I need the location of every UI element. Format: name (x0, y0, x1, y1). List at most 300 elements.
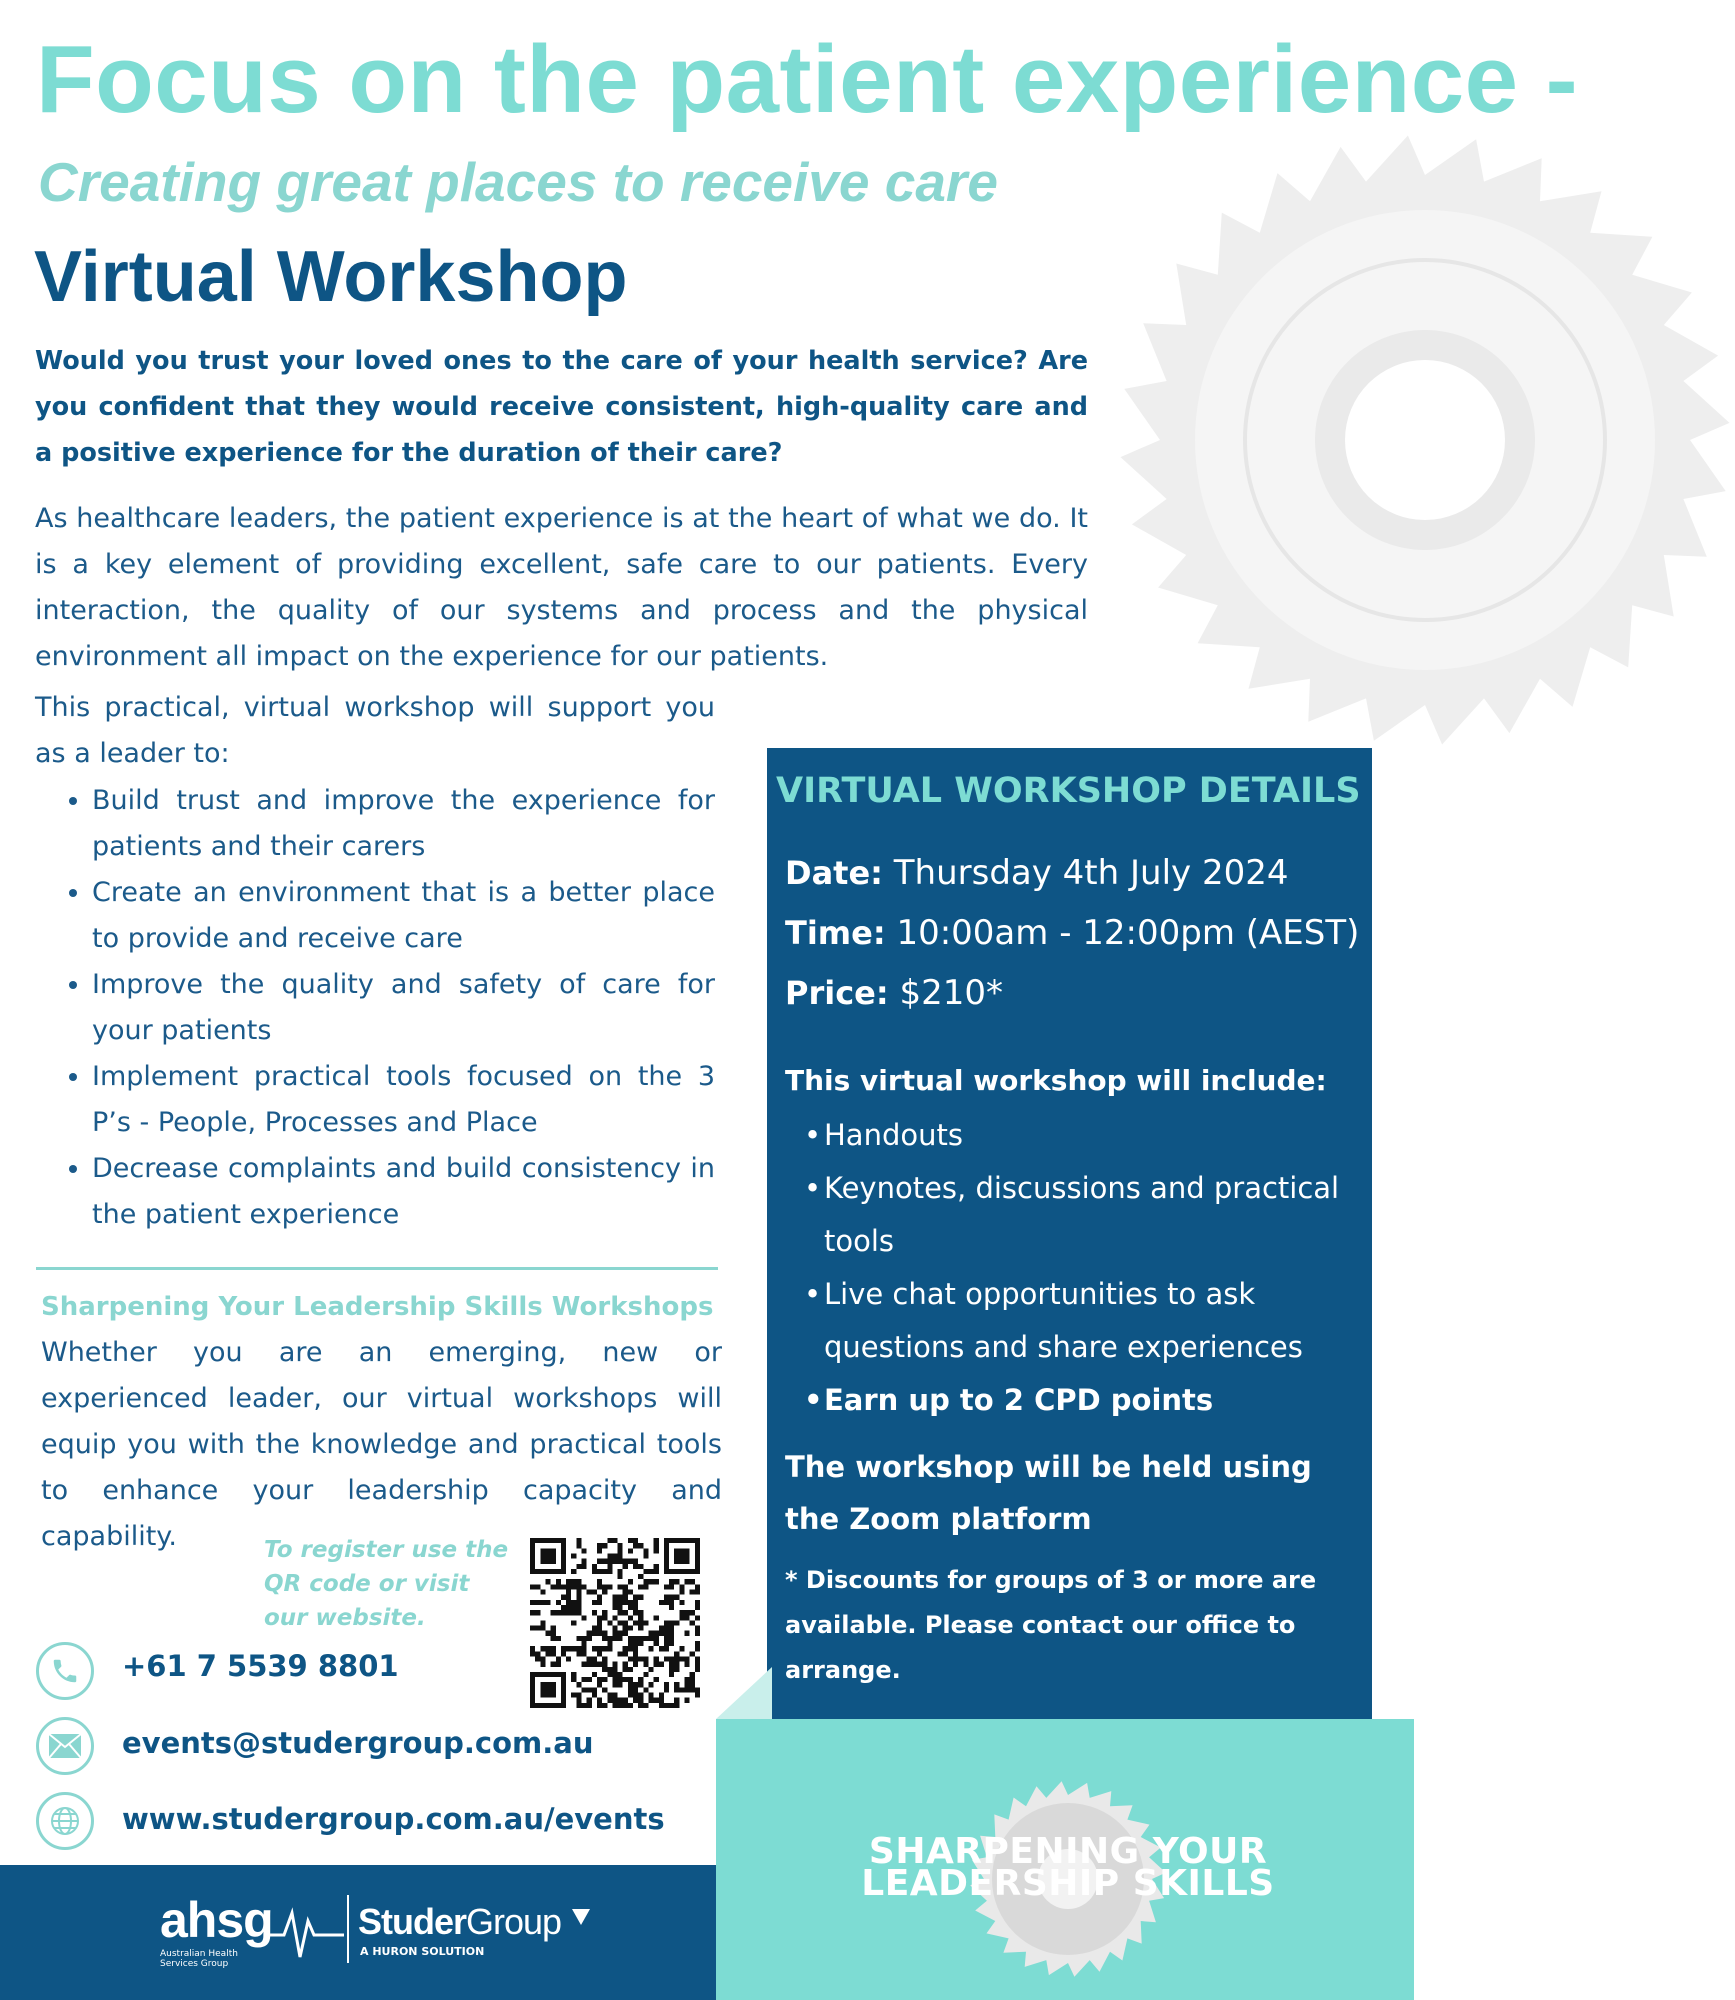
qr-module (628, 1646, 633, 1651)
qr-module (659, 1703, 664, 1708)
qr-module (633, 1605, 638, 1610)
qr-module (643, 1579, 648, 1584)
qr-module (566, 1584, 571, 1589)
qr-module (648, 1693, 653, 1698)
qr-module (685, 1677, 690, 1682)
qr-module (530, 1651, 535, 1656)
qr-module (587, 1631, 592, 1636)
qr-finder-core (540, 1548, 555, 1563)
platform-note: The workshop will be held using the Zoom platform (785, 1450, 1312, 1536)
qr-module (612, 1538, 617, 1543)
qr-module (685, 1656, 690, 1661)
qr-module (607, 1698, 612, 1703)
saw-blade-background-icon (1115, 130, 1735, 750)
qr-module (654, 1538, 659, 1543)
list-item: • Implement practical tools focused on the 3 P’s - People, Processes and Place (92, 1054, 715, 1146)
qr-module (576, 1605, 581, 1610)
qr-module (633, 1559, 638, 1564)
qr-module (597, 1595, 602, 1600)
qr-module (643, 1553, 648, 1558)
huron-mark-icon (572, 1909, 590, 1925)
list-item: • Build trust and improve the experience for patients and their carers (92, 778, 715, 870)
qr-module (633, 1538, 638, 1543)
qr-module (623, 1651, 628, 1656)
qr-module (618, 1553, 623, 1558)
qr-module (571, 1605, 576, 1610)
qr-module (628, 1693, 633, 1698)
email-link[interactable]: events@studergroup.com.au (122, 1726, 594, 1760)
qr-module (612, 1626, 617, 1631)
qr-module (602, 1569, 607, 1574)
qr-module (695, 1687, 700, 1692)
qr-module (535, 1656, 540, 1661)
intro-question: Would you trust your loved ones to the care of your health service? Are you confident that they would receive consistent, high-quality care and a positive experience for the duration of their care? (35, 346, 1088, 468)
qr-module (633, 1595, 638, 1600)
qr-module (690, 1677, 695, 1682)
qr-module (638, 1677, 643, 1682)
qr-module (597, 1543, 602, 1548)
qr-module (654, 1564, 659, 1569)
qr-module (602, 1703, 607, 1708)
qr-module (597, 1677, 602, 1682)
qr-module (638, 1595, 643, 1600)
qr-module (669, 1636, 674, 1641)
qr-module (530, 1610, 535, 1615)
qr-module (576, 1538, 581, 1543)
section-divider (36, 1267, 718, 1270)
qr-module (530, 1626, 535, 1631)
qr-module (566, 1646, 571, 1651)
support-lead: This practical, virtual workshop will support you as a leader to: (35, 692, 715, 769)
list-item: • Live chat opportunities to ask questions and share experiences (824, 1268, 1355, 1374)
qr-module (566, 1579, 571, 1584)
qr-module (582, 1548, 587, 1553)
qr-module (592, 1646, 597, 1651)
list-item: • Keynotes, discussions and practical tools (824, 1162, 1355, 1268)
qr-module (669, 1631, 674, 1636)
date-label: Date: (785, 854, 883, 892)
qr-module (664, 1656, 669, 1661)
qr-module (582, 1677, 587, 1682)
price-row (785, 969, 1003, 1017)
qr-module (638, 1543, 643, 1548)
qr-module (592, 1631, 597, 1636)
qr-module (664, 1636, 669, 1641)
qr-module (602, 1677, 607, 1682)
list-item: • Decrease complaints and build consistency in the patient experience (92, 1146, 715, 1238)
qr-module (679, 1584, 684, 1589)
qr-module (545, 1651, 550, 1656)
qr-module (545, 1631, 550, 1636)
qr-module (618, 1631, 623, 1636)
qr-module (576, 1703, 581, 1708)
qr-module (618, 1698, 623, 1703)
qr-module (582, 1584, 587, 1589)
qr-module (695, 1641, 700, 1646)
qr-module (695, 1667, 700, 1672)
qr-module (659, 1693, 664, 1698)
qr-module (669, 1656, 674, 1661)
ahsg-tagline (160, 1949, 238, 1969)
qr-module (582, 1651, 587, 1656)
qr-module (659, 1698, 664, 1703)
qr-module (628, 1687, 633, 1692)
qr-module (648, 1569, 653, 1574)
footer-bar (0, 1865, 716, 2000)
qr-module (576, 1595, 581, 1600)
qr-module (633, 1698, 638, 1703)
qr-module (674, 1698, 679, 1703)
qr-module (669, 1620, 674, 1625)
qr-module (612, 1600, 617, 1605)
qr-module (576, 1584, 581, 1589)
qr-module (582, 1641, 587, 1646)
register-note: To register use the QR code or visit our website. (264, 1537, 509, 1631)
qr-module (618, 1672, 623, 1677)
qr-module (597, 1631, 602, 1636)
qr-module (551, 1662, 556, 1667)
qr-module (674, 1620, 679, 1625)
qr-module (638, 1703, 643, 1708)
page-title: Focus on the patient experience - (36, 26, 1579, 133)
qr-finder-core (540, 1682, 555, 1697)
qr-module (633, 1662, 638, 1667)
qr-module (587, 1590, 592, 1595)
qr-module (602, 1687, 607, 1692)
qr-module (643, 1672, 648, 1677)
qr-module (623, 1595, 628, 1600)
qr-module (648, 1667, 653, 1672)
qr-module (638, 1641, 643, 1646)
qr-module (607, 1584, 612, 1589)
qr-module (618, 1677, 623, 1682)
qr-module (561, 1605, 566, 1610)
qr-module (633, 1656, 638, 1661)
qr-module (597, 1646, 602, 1651)
qr-module (633, 1620, 638, 1625)
qr-module (607, 1667, 612, 1672)
qr-module (633, 1543, 638, 1548)
qr-module (551, 1626, 556, 1631)
qr-module (587, 1656, 592, 1661)
qr-module (695, 1662, 700, 1667)
qr-module (638, 1584, 643, 1589)
qr-module (628, 1590, 633, 1595)
qr-module (669, 1641, 674, 1646)
date-value: Thursday 4th July 2024 (893, 853, 1289, 893)
qr-module (607, 1693, 612, 1698)
qr-module (659, 1662, 664, 1667)
qr-module (628, 1641, 633, 1646)
qr-module (695, 1605, 700, 1610)
qr-module (638, 1682, 643, 1687)
qr-module (576, 1543, 581, 1548)
qr-module (648, 1698, 653, 1703)
qr-module (561, 1651, 566, 1656)
qr-module (695, 1626, 700, 1631)
qr-module (654, 1662, 659, 1667)
qr-module (571, 1677, 576, 1682)
qr-module (582, 1662, 587, 1667)
qr-module (654, 1656, 659, 1661)
qr-module (638, 1693, 643, 1698)
website-link[interactable]: www.studergroup.com.au/events (122, 1802, 665, 1836)
qr-module (628, 1538, 633, 1543)
qr-module (607, 1646, 612, 1651)
qr-module (654, 1548, 659, 1553)
qr-module (561, 1595, 566, 1600)
qr-module (597, 1615, 602, 1620)
qr-module (597, 1682, 602, 1687)
qr-module (643, 1703, 648, 1708)
qr-module (648, 1682, 653, 1687)
qr-module (623, 1677, 628, 1682)
page-subtitle: Creating great places to receive care (38, 151, 998, 213)
qr-module (607, 1636, 612, 1641)
badge-line-1: SHARPENING YOUR (868, 1831, 1268, 1872)
qr-module (571, 1553, 576, 1558)
qr-module (582, 1687, 587, 1692)
qr-module (582, 1615, 587, 1620)
qr-module (530, 1584, 535, 1589)
qr-module (685, 1682, 690, 1687)
qr-module (690, 1579, 695, 1584)
qr-module (618, 1610, 623, 1615)
qr-module (690, 1682, 695, 1687)
qr-module (582, 1559, 587, 1564)
qr-module (597, 1584, 602, 1589)
qr-module (597, 1662, 602, 1667)
qr-module (587, 1677, 592, 1682)
qr-module (674, 1595, 679, 1600)
qr-module (623, 1584, 628, 1589)
qr-module (628, 1600, 633, 1605)
qr-module (597, 1620, 602, 1625)
qr-module (607, 1620, 612, 1625)
qr-module (679, 1615, 684, 1620)
qr-module (597, 1703, 602, 1708)
qr-module (664, 1620, 669, 1625)
qr-module (685, 1615, 690, 1620)
qr-module (556, 1662, 561, 1667)
qr-module (623, 1698, 628, 1703)
qr-module (612, 1672, 617, 1677)
time-row (785, 909, 1359, 957)
saw-hole (1345, 360, 1505, 520)
qr-module (607, 1569, 612, 1574)
qr-module (530, 1646, 535, 1651)
qr-module (576, 1590, 581, 1595)
qr-module (582, 1646, 587, 1651)
qr-module (679, 1656, 684, 1661)
qr-module (623, 1662, 628, 1667)
qr-module (612, 1682, 617, 1687)
qr-module (654, 1641, 659, 1646)
qr-module (592, 1626, 597, 1631)
qr-module (612, 1677, 617, 1682)
qr-module (540, 1656, 545, 1661)
qr-module (695, 1656, 700, 1661)
qr-module (648, 1636, 653, 1641)
qr-module (638, 1656, 643, 1661)
qr-module (669, 1595, 674, 1600)
qr-module (618, 1620, 623, 1625)
qr-module (654, 1579, 659, 1584)
qr-module (643, 1636, 648, 1641)
qr-module (674, 1703, 679, 1708)
qr-module (576, 1693, 581, 1698)
qr-module (566, 1610, 571, 1615)
qr-module (695, 1693, 700, 1698)
qr-module (592, 1662, 597, 1667)
qr-module (633, 1646, 638, 1651)
qr-module (669, 1600, 674, 1605)
qr-module (612, 1615, 617, 1620)
qr-module (633, 1687, 638, 1692)
qr-module (623, 1590, 628, 1595)
includes-title: This virtual workshop will include: (785, 1064, 1327, 1097)
details-title: VIRTUAL WORKSHOP DETAILS (776, 771, 1361, 811)
qr-module (607, 1564, 612, 1569)
qr-module (690, 1687, 695, 1692)
qr-module (612, 1559, 617, 1564)
qr-module (597, 1698, 602, 1703)
qr-module (664, 1703, 669, 1708)
qr-module (618, 1574, 623, 1579)
qr-module (592, 1672, 597, 1677)
qr-module (576, 1600, 581, 1605)
qr-module (612, 1605, 617, 1610)
envelope-icon (36, 1717, 94, 1775)
qr-module (540, 1662, 545, 1667)
qr-module (654, 1677, 659, 1682)
qr-module (551, 1631, 556, 1636)
qr-module (643, 1662, 648, 1667)
qr-module (535, 1626, 540, 1631)
qr-module (643, 1687, 648, 1692)
qr-module (648, 1631, 653, 1636)
qr-module (551, 1610, 556, 1615)
qr-module (556, 1636, 561, 1641)
qr-module (654, 1631, 659, 1636)
qr-module (628, 1548, 633, 1553)
qr-module (638, 1615, 643, 1620)
qr-module (618, 1703, 623, 1708)
list-item: • Improve the quality and safety of care for your patients (92, 962, 715, 1054)
qr-module (582, 1564, 587, 1569)
qr-module (618, 1600, 623, 1605)
qr-module (597, 1548, 602, 1553)
qr-module (638, 1610, 643, 1615)
qr-module (597, 1600, 602, 1605)
qr-module (628, 1677, 633, 1682)
qr-module (566, 1605, 571, 1610)
qr-module (576, 1610, 581, 1615)
qr-module (633, 1636, 638, 1641)
qr-module (674, 1662, 679, 1667)
studer-group-logo (358, 1903, 561, 1941)
qr-module (695, 1590, 700, 1595)
ahsg-logo: ahsg (160, 1892, 273, 1948)
qr-module (628, 1636, 633, 1641)
qr-module (602, 1636, 607, 1641)
qr-module (695, 1600, 700, 1605)
qr-module (551, 1651, 556, 1656)
qr-module (607, 1559, 612, 1564)
qr-module (535, 1610, 540, 1615)
ahsg-tagline-line-1: Australian Health (160, 1949, 238, 1959)
qr-module (679, 1590, 684, 1595)
qr-module (648, 1646, 653, 1651)
qr-module (654, 1543, 659, 1548)
qr-module (607, 1538, 612, 1543)
qr-module (628, 1703, 633, 1708)
qr-module (556, 1600, 561, 1605)
qr-module (535, 1600, 540, 1605)
time-label: Time: (785, 914, 886, 952)
qr-module (556, 1584, 561, 1589)
qr-module (592, 1687, 597, 1692)
qr-module (607, 1672, 612, 1677)
studer-word: Studer (358, 1901, 467, 1942)
qr-module (690, 1610, 695, 1615)
qr-module (618, 1636, 623, 1641)
qr-module (561, 1584, 566, 1589)
qr-module (602, 1646, 607, 1651)
qr-module (602, 1631, 607, 1636)
qr-module (664, 1600, 669, 1605)
qr-module (566, 1595, 571, 1600)
qr-module (623, 1559, 628, 1564)
qr-module (679, 1600, 684, 1605)
qr-module (612, 1693, 617, 1698)
leadership-skills-badge-text (820, 1831, 1316, 1904)
qr-module (571, 1584, 576, 1589)
qr-module (612, 1553, 617, 1558)
qr-module (540, 1600, 545, 1605)
list-item: • Earn up to 2 CPD points (824, 1374, 1355, 1427)
badge-line-2: LEADERSHIP SKILLS (861, 1863, 1275, 1904)
qr-module (612, 1662, 617, 1667)
qr-module (628, 1667, 633, 1672)
qr-module (623, 1703, 628, 1708)
qr-code[interactable] (530, 1538, 700, 1708)
includes-list (785, 1109, 1355, 1427)
qr-module (551, 1584, 556, 1589)
phone-number[interactable]: +61 7 5539 8801 (122, 1649, 399, 1683)
qr-module (535, 1584, 540, 1589)
qr-module (592, 1610, 597, 1615)
qr-module (695, 1646, 700, 1651)
qr-module (592, 1590, 597, 1595)
qr-module (623, 1620, 628, 1625)
qr-module (654, 1698, 659, 1703)
intro-paragraph: As healthcare leaders, the patient experience is at the heart of what we do. It is a key element of providing excellent, safe care to our patients. Every interaction, the quality of our systems and process and the physical environment all impact on the experience for our patients. (35, 503, 1088, 672)
qr-module (592, 1564, 597, 1569)
qr-module (576, 1564, 581, 1569)
qr-module (623, 1631, 628, 1636)
qr-module (695, 1615, 700, 1620)
qr-module (685, 1610, 690, 1615)
qr-module (623, 1667, 628, 1672)
qr-module (654, 1569, 659, 1574)
qr-module (571, 1569, 576, 1574)
qr-finder-core (674, 1548, 689, 1563)
qr-module (602, 1590, 607, 1595)
support-bullet-list (35, 778, 715, 1238)
qr-module (659, 1626, 664, 1631)
qr-module (612, 1698, 617, 1703)
